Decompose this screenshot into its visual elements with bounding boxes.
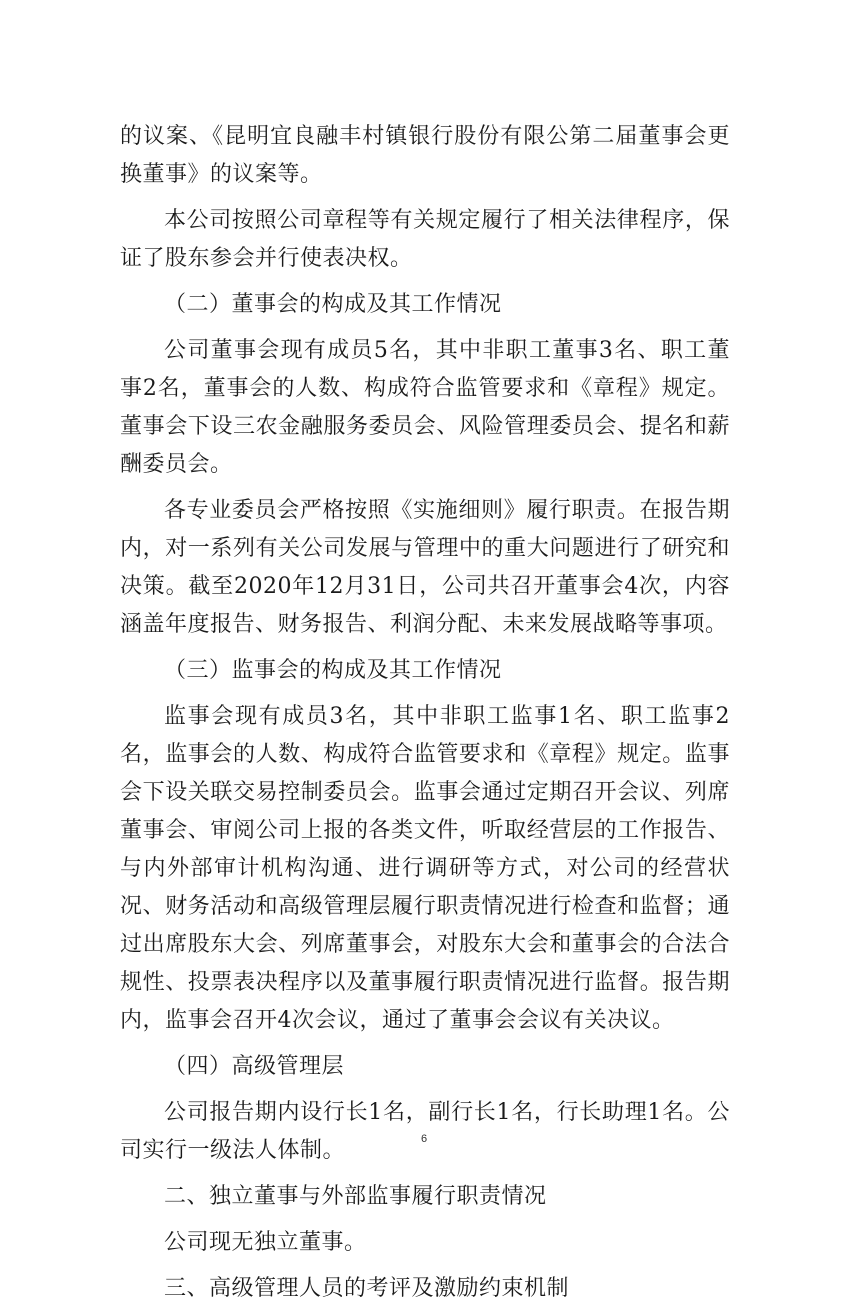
paragraph-continuation: 的议案、《昆明宜良融丰村镇银行股份有限公第二届董事会更换董事》的议案等。 [120,124,730,187]
heading-independent-directors: 二、独立董事与外部监事履行职责情况 [164,1184,547,1209]
heading-evaluation-incentive: 三、高级管理人员的考评及激励约束机制 [164,1276,570,1301]
heading-senior-management: （四）高级管理层 [164,1054,345,1079]
page-number: 6 [420,1133,428,1145]
document-body [120,118,730,1308]
heading-board-of-directors: （二）董事会的构成及其工作情况 [164,292,502,317]
paragraph-independent-directors: 公司现无独立董事。 [164,1230,367,1255]
paragraph-supervisors-composition: 监事会现有成员3名，其中非职工监事1名、职工监事2名，监事会的人数、构成符合监管要求和《章程》规定。监事会下设关联交易控制委员会。监事会通过定期召开会议、列席董事会、审阅公司上报的各类文件，听取经营层的工作报告、与内外部审计机构沟通、进行调研等方式，对公司的经营状况、财务活动和高级管理层履行职责情况进行检查和监督；通过出席股东大会、列席董事会，对股东大会和董事会的合法合规性、投票表决程序以及董事履行职责情况进行监督。报告期内，监事会召开4次会议，通过了董事会会议有关决议。 [120,704,730,1033]
heading-board-of-supervisors: （三）监事会的构成及其工作情况 [164,658,502,683]
paragraph-committees-duties: 各专业委员会严格按照《实施细则》履行职责。在报告期内，对一系列有关公司发展与管理中的重大问题进行了研究和决策。截至2020年12月31日，公司共召开董事会4次，内容涵盖年度报告、财务报告、利润分配、未来发展战略等事项。 [120,498,730,637]
paragraph-legal-procedure: 本公司按照公司章程等有关规定履行了相关法律程序，保证了股东参会并行使表决权。 [120,208,730,271]
paragraph-board-composition: 公司董事会现有成员5名，其中非职工董事3名、职工董事2名，董事会的人数、构成符合监管要求和《章程》规定。董事会下设三农金融服务委员会、风险管理委员会、提名和薪酬委员会。 [120,338,730,477]
paragraph-senior-management: 公司报告期内设行长1名，副行长1名，行长助理1名。公司实行一级法人体制。 [120,1100,730,1163]
